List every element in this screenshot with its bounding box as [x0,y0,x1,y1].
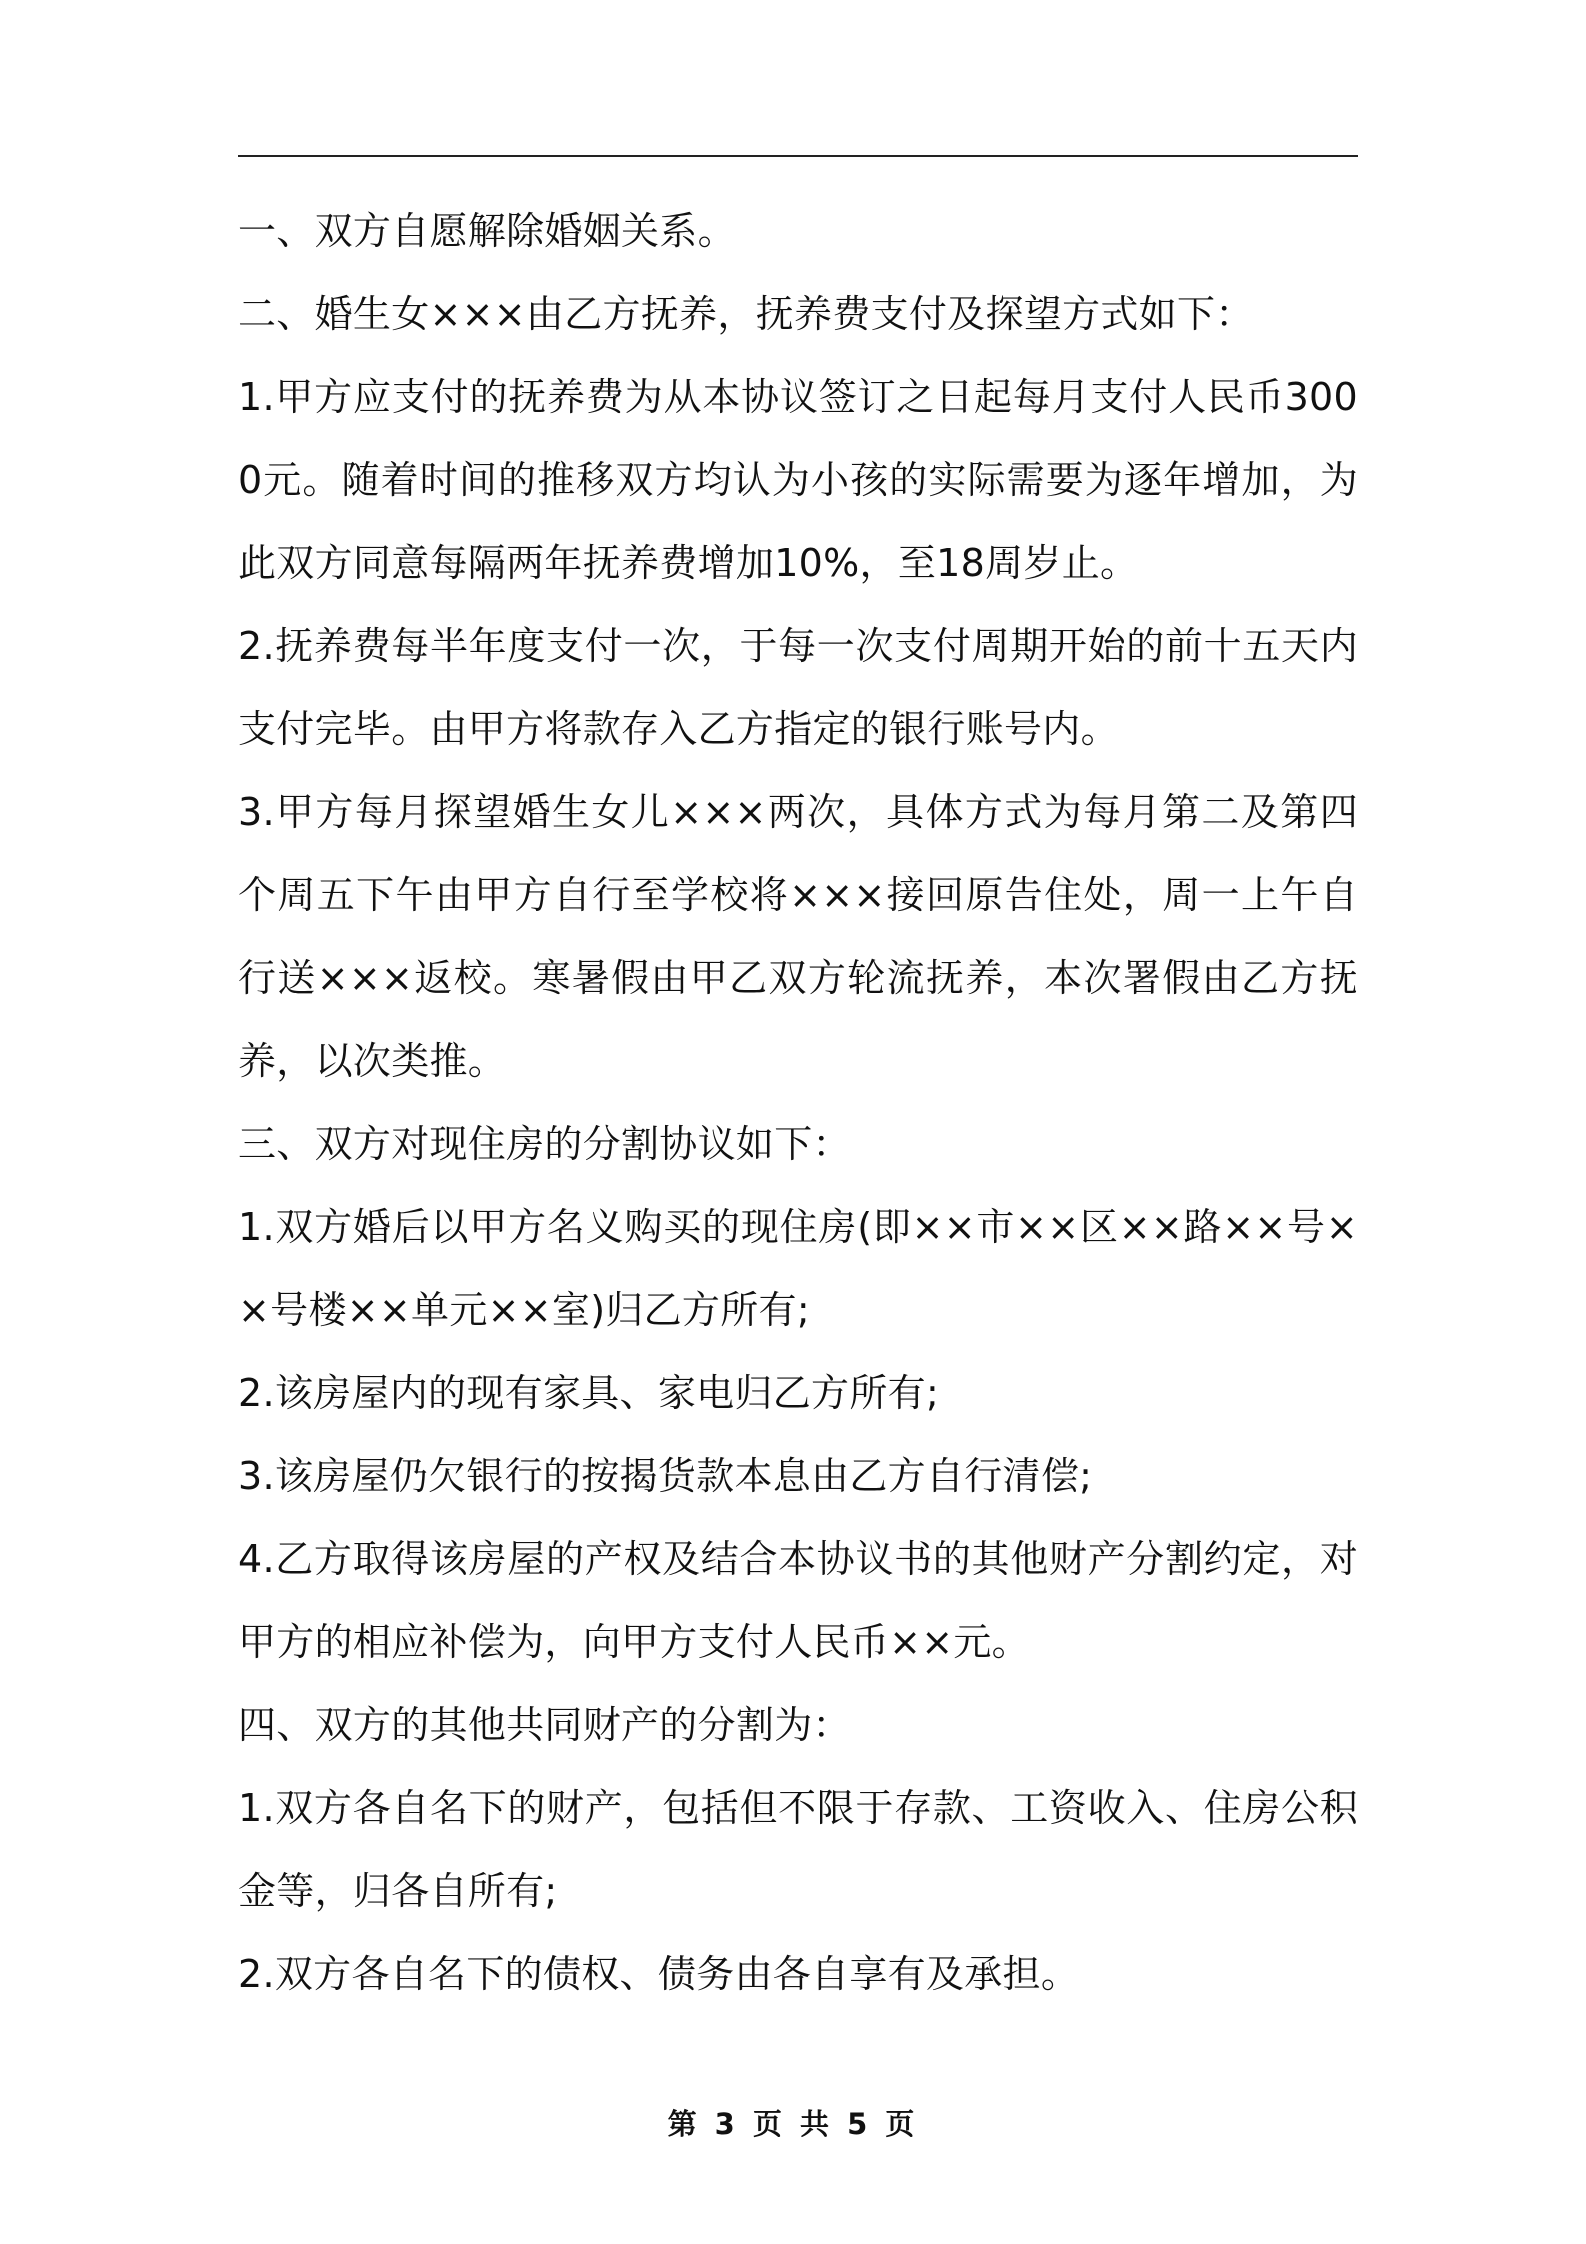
clause-4-heading: 四、双方的其他共同财产的分割为： [238,1703,851,1747]
document-body [238,190,1358,2016]
clause-3-item-1: 1.双方婚后以甲方名义购买的现住房(即××市××区××路××号××号楼××单元××室)归乙方所有; [238,1205,1358,1332]
clause-3-item-4: 4.乙方取得该房屋的产权及结合本协议书的其他财产分割约定，对甲方的相应补偿为，向甲方支付人民币××元。 [238,1537,1358,1664]
clause-4-item-2: 2.双方各自名下的债权、债务由各自享有及承担。 [238,1952,1080,1996]
clause-2-heading: 二、婚生女×××由乙方抚养，抚养费支付及探望方式如下： [238,292,1254,336]
clause-2-item-1: 1.甲方应支付的抚养费为从本协议签订之日起每月支付人民币3000元。随着时间的推移双方均认为小孩的实际需要为逐年增加，为此双方同意每隔两年抚养费增加10%，至18周岁止。 [238,375,1358,585]
clause-4-item-1: 1.双方各自名下的财产，包括但不限于存款、工资收入、住房公积金等，归各自所有; [238,1786,1358,1913]
clause-3-item-3: 3.该房屋仍欠银行的按揭货款本息由乙方自行清偿; [238,1454,1093,1498]
clause-1-heading: 一、双方自愿解除婚姻关系。 [238,209,736,253]
clause-3-heading: 三、双方对现住房的分割协议如下： [238,1122,851,1166]
clause-2-item-2: 2.抚养费每半年度支付一次，于每一次支付周期开始的前十五天内支付完毕。由甲方将款存入乙方指定的银行账号内。 [238,624,1358,751]
page-number: 第 3 页 共 5 页 [667,2107,919,2141]
header-rule [238,155,1358,157]
clause-2-item-3: 3.甲方每月探望婚生女儿×××两次，具体方式为每月第二及第四个周五下午由甲方自行至学校将×××接回原告住处，周一上午自行送×××返校。寒暑假由甲乙双方轮流抚养，本次署假由乙方抚养，以次类推。 [238,790,1358,1083]
clause-3-item-2: 2.该房屋内的现有家具、家电归乙方所有; [238,1371,940,1415]
